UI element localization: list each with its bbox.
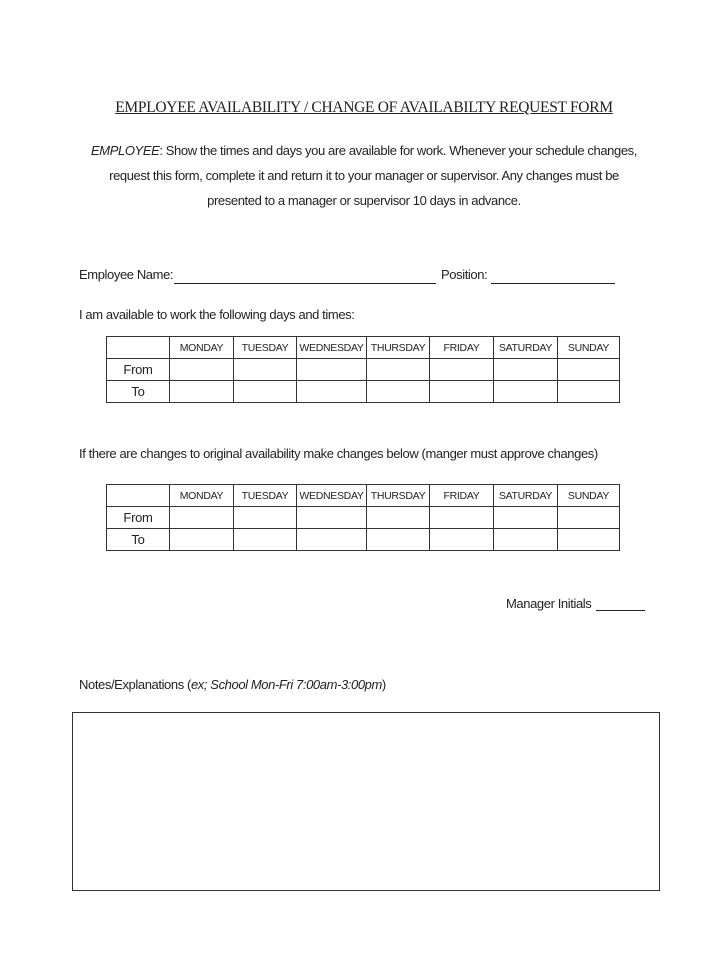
form-title: EMPLOYEE AVAILABILITY / CHANGE OF AVAILABILTY REQUEST FORM [115, 99, 613, 116]
day-header: WEDNESDAY [297, 337, 367, 359]
availability-heading: I am available to work the following days and times: [79, 307, 355, 322]
time-cell[interactable] [367, 507, 430, 529]
manager-initials-label: Manager Initials [506, 596, 592, 611]
day-header: WEDNESDAY [297, 485, 367, 507]
availability-table [106, 336, 620, 403]
time-cell[interactable] [234, 529, 297, 551]
instructions-lead: EMPLOYEE [91, 143, 160, 158]
day-header: SUNDAY [558, 337, 620, 359]
table-row-to [107, 381, 620, 403]
table-row-to [107, 529, 620, 551]
time-cell[interactable] [367, 381, 430, 403]
table-header-row [107, 485, 620, 507]
time-cell[interactable] [234, 507, 297, 529]
time-cell[interactable] [170, 359, 234, 381]
notes-label-close: ) [381, 677, 386, 692]
day-header: TUESDAY [234, 337, 297, 359]
time-cell[interactable] [234, 381, 297, 403]
table-row-from [107, 359, 620, 381]
corner-cell [107, 485, 170, 507]
notes-example: ex; School Mon-Fri 7:00am-3:00pm [190, 677, 382, 692]
day-header: SATURDAY [494, 485, 558, 507]
position-label: Position: [441, 267, 488, 282]
instructions-line3: presented to a manager or supervisor 10 days in advance. [207, 193, 521, 208]
notes-label [79, 677, 386, 692]
time-cell[interactable] [297, 381, 367, 403]
time-cell[interactable] [170, 529, 234, 551]
time-cell[interactable] [367, 529, 430, 551]
instructions-line1: : Show the times and days you are available for work. Whenever your schedule changes, [159, 143, 637, 158]
table-row-from [107, 507, 620, 529]
instructions [60, 138, 668, 213]
time-cell[interactable] [558, 381, 620, 403]
time-cell[interactable] [558, 507, 620, 529]
time-cell[interactable] [494, 359, 558, 381]
instructions-line2: request this form, complete it and return it to your manager or supervisor. Any changes must be [109, 168, 619, 183]
time-cell[interactable] [234, 359, 297, 381]
time-cell[interactable] [170, 507, 234, 529]
table-header-row [107, 337, 620, 359]
row-label: To [107, 381, 170, 403]
day-header: MONDAY [170, 337, 234, 359]
day-header: TUESDAY [234, 485, 297, 507]
manager-initials-field[interactable] [596, 598, 645, 611]
time-cell[interactable] [367, 359, 430, 381]
notes-label-text: Notes/Explanations ( [79, 677, 191, 692]
row-label: From [107, 359, 170, 381]
day-header: THURSDAY [367, 337, 430, 359]
changes-table [106, 484, 620, 551]
employee-name-label: Employee Name: [79, 267, 174, 282]
corner-cell [107, 337, 170, 359]
time-cell[interactable] [430, 529, 494, 551]
row-label: From [107, 507, 170, 529]
time-cell[interactable] [558, 529, 620, 551]
changes-heading: If there are changes to original availability make changes below (manger must approve changes) [79, 446, 598, 461]
notes-box[interactable] [72, 712, 660, 891]
time-cell[interactable] [558, 359, 620, 381]
time-cell[interactable] [494, 507, 558, 529]
day-header: SUNDAY [558, 485, 620, 507]
day-header: FRIDAY [430, 337, 494, 359]
row-label: To [107, 529, 170, 551]
time-cell[interactable] [494, 381, 558, 403]
time-cell[interactable] [297, 359, 367, 381]
day-header: THURSDAY [367, 485, 430, 507]
time-cell[interactable] [430, 507, 494, 529]
time-cell[interactable] [297, 529, 367, 551]
time-cell[interactable] [430, 359, 494, 381]
employee-name-field[interactable] [174, 270, 436, 284]
time-cell[interactable] [494, 529, 558, 551]
time-cell[interactable] [430, 381, 494, 403]
day-header: FRIDAY [430, 485, 494, 507]
time-cell[interactable] [297, 507, 367, 529]
day-header: MONDAY [170, 485, 234, 507]
day-header: SATURDAY [494, 337, 558, 359]
position-field[interactable] [491, 270, 615, 284]
time-cell[interactable] [170, 381, 234, 403]
